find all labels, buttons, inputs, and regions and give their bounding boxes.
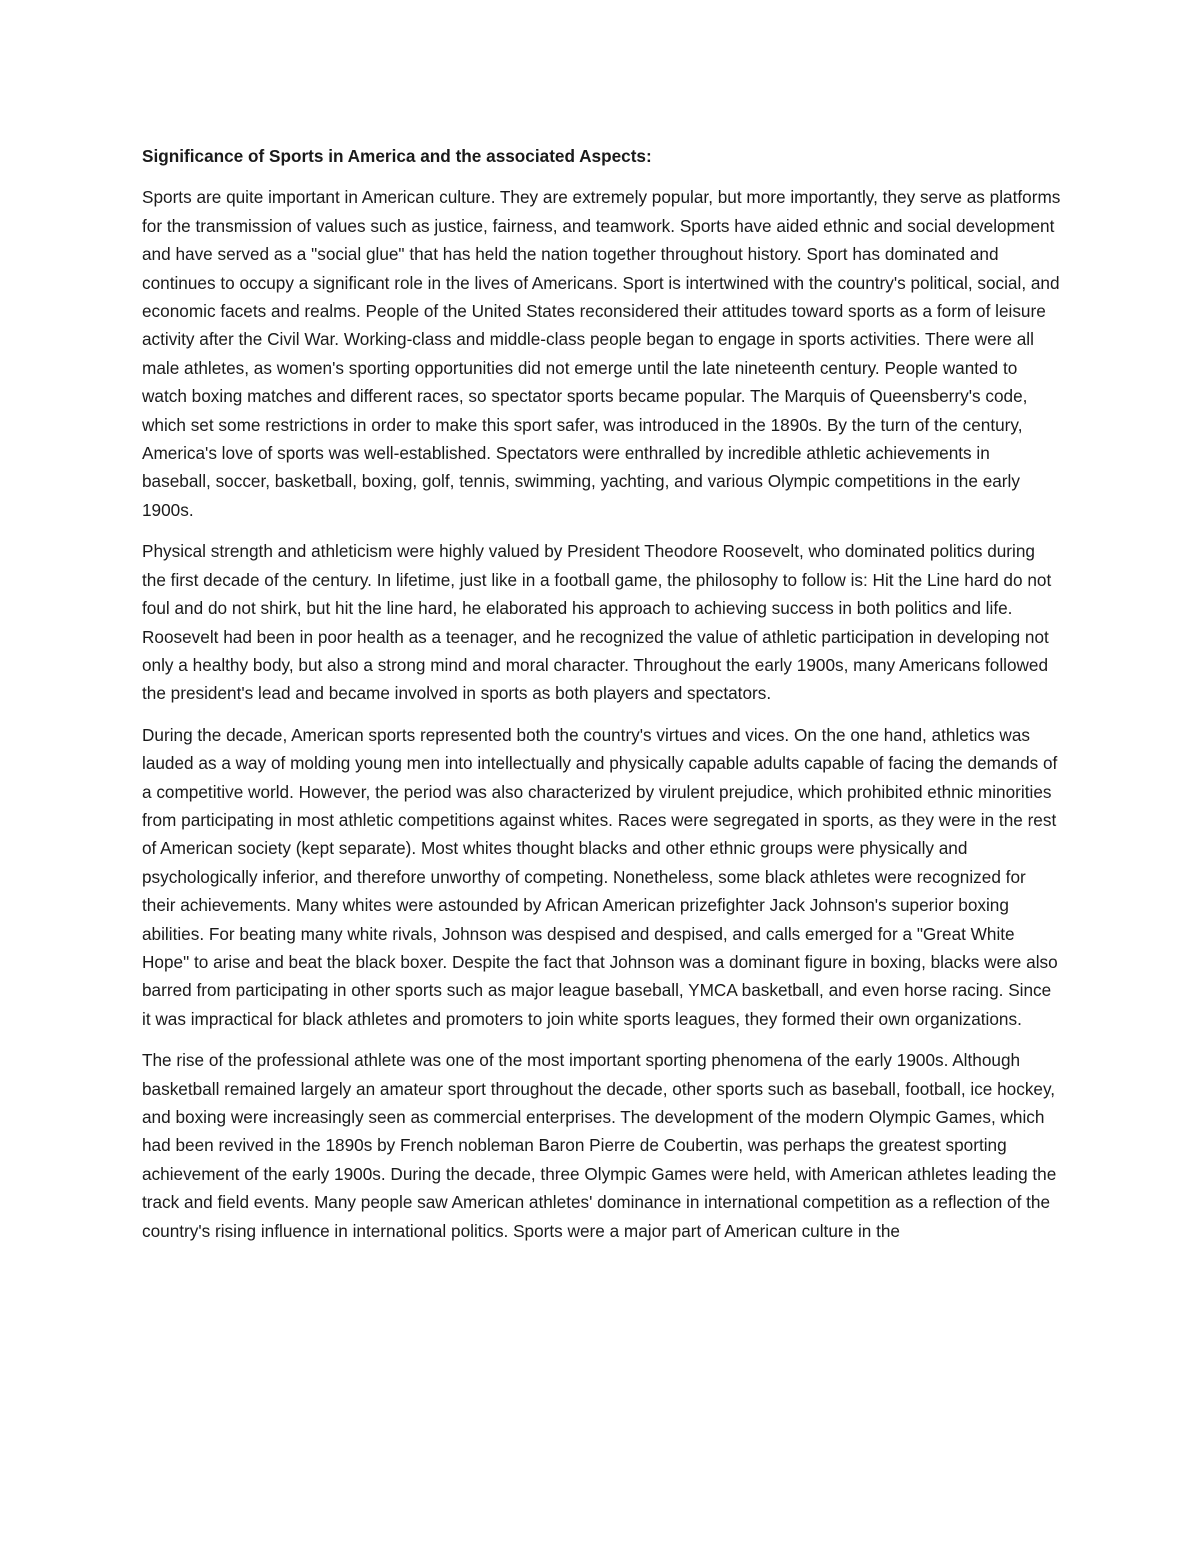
document-body bbox=[142, 142, 1062, 1258]
paragraph-1: Sports are quite important in American culture. They are extremely popular, but more importantly, they serve as platforms for the transmission of values such as justice, fairness, and teamwork. Sports have aided ethnic and social development and have served as a "social glue" that has held the nation together throughout history. Sport has dominated and continues to occupy a significant role in the lives of Americans. Sport is intertwined with the country's political, social, and economic facets and realms. People of the United States reconsidered their attitudes toward sports as a form of leisure activity after the Civil War. Working-class and middle-class people began to engage in sports activities. There were all male athletes, as women's sporting opportunities did not emerge until the late nineteenth century. People wanted to watch boxing matches and different races, so spectator sports became popular. The Marquis of Queensberry's code, which set some restrictions in order to make this sport safer, was introduced in the 1890s. By the turn of the century, America's love of sports was well-established. Spectators were enthralled by incredible athletic achievements in baseball, soccer, basketball, boxing, golf, tennis, swimming, yachting, and various Olympic competitions in the early 1900s. bbox=[142, 187, 1061, 520]
paragraph-3: During the decade, American sports represented both the country's virtues and vices. On the one hand, athletics was lauded as a way of molding young men into intellectually and physically capable adults capable of facing the demands of a competitive world. However, the period was also characterized by virulent prejudice, which prohibited ethnic minorities from participating in most athletic competitions against whites. Races were segregated in sports, as they were in the rest of American society (kept separate). Most whites thought blacks and other ethnic groups were physically and psychologically inferior, and therefore unworthy of competing. Nonetheless, some black athletes were recognized for their achievements. Many whites were astounded by African American prizefighter Jack Johnson's superior boxing abilities. For beating many white rivals, Johnson was despised and despised, and calls emerged for a "Great White Hope" to arise and beat the black boxer. Despite the fact that Johnson was a dominant figure in boxing, blacks were also barred from participating in other sports such as major league baseball, YMCA basketball, and even horse racing. Since it was impractical for black athletes and promoters to join white sports leagues, they formed their own organizations. bbox=[142, 724, 1058, 1029]
paragraph-2: Physical strength and athleticism were highly valued by President Theodore Roosevelt, who dominated politics during the first decade of the century. In lifetime, just like in a football game, the philosophy to follow is: Hit the Line hard do not foul and do not shirk, but hit the line hard, he elaborated his approach to achieving success in both politics and life. Roosevelt had been in poor health as a teenager, and he recognized the value of athletic participation in developing not only a healthy body, but also a strong mind and moral character. Throughout the early 1900s, many Americans followed the president's lead and became involved in sports as both players and spectators. bbox=[142, 541, 1052, 704]
document-title: Significance of Sports in America and the associated Aspects: bbox=[142, 146, 652, 166]
paragraph-4: The rise of the professional athlete was one of the most important sporting phenomena of the early 1900s. Although basketball remained largely an amateur sport throughout the decade, other sports such as baseball, football, ice hockey, and boxing were increasingly seen as commercial enterprises. The development of the modern Olympic Games, which had been revived in the 1890s by French nobleman Baron Pierre de Coubertin, was perhaps the greatest sporting achievement of the early 1900s. During the decade, three Olympic Games were held, with American athletes leading the track and field events. Many people saw American athletes' dominance in international competition as a reflection of the country's rising influence in international politics. Sports were a major part of American culture in the bbox=[142, 1050, 1057, 1241]
